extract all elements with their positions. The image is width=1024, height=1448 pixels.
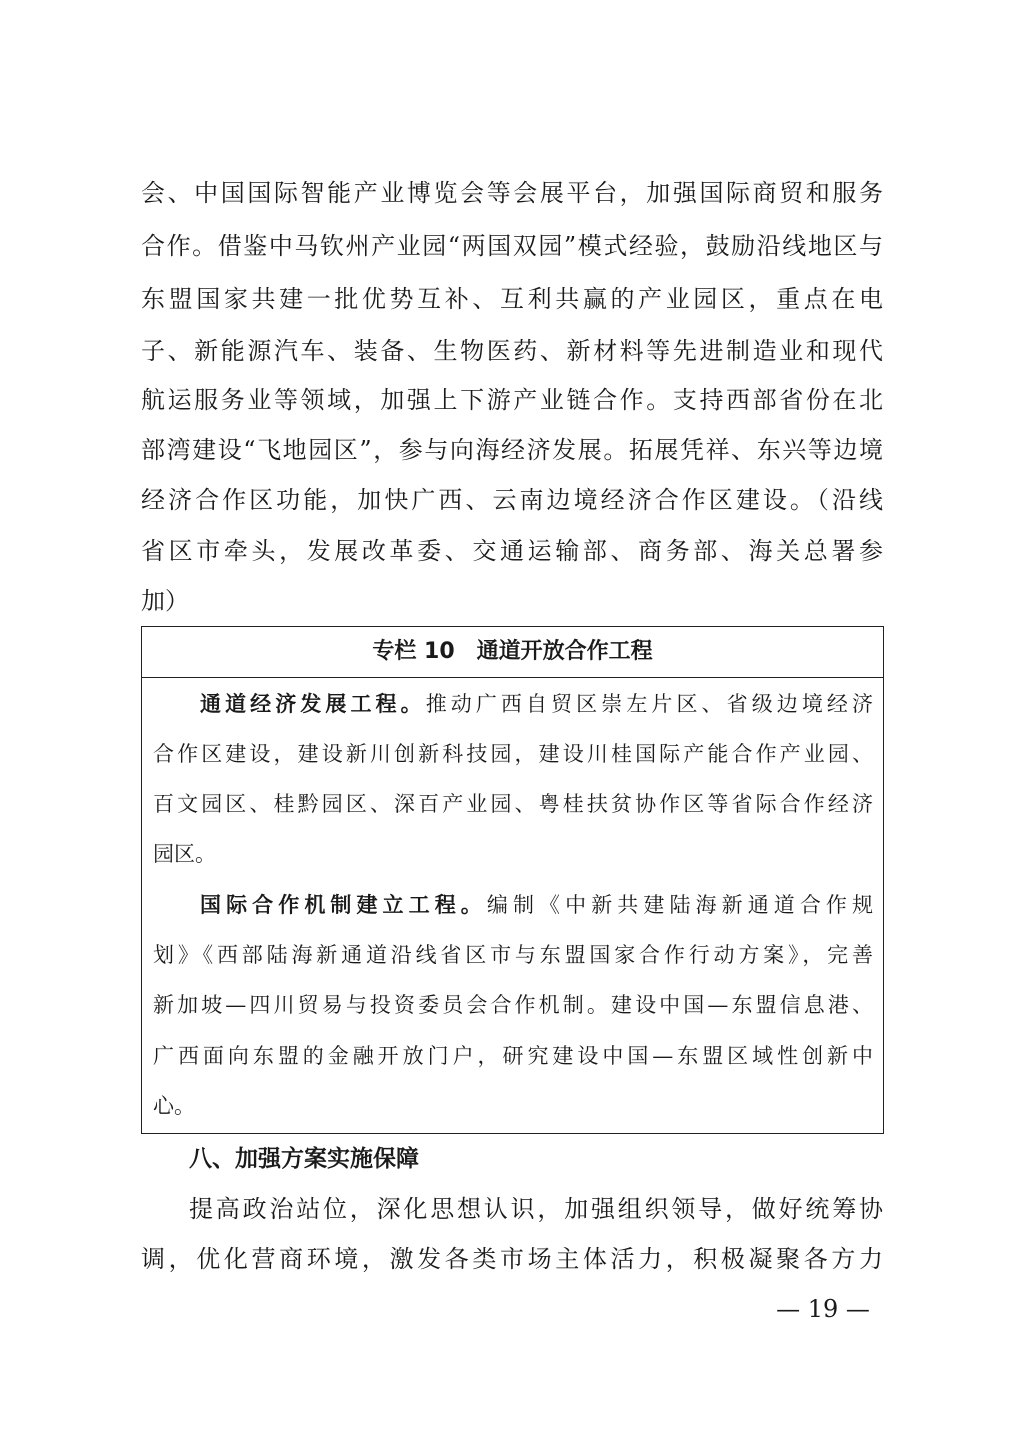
box-text-line: [200, 689, 873, 719]
body-text-line: 加）: [141, 587, 189, 615]
box-text-line: 百文园区、桂黔园区、深百产业园、粤桂扶贫协作区等省际合作经济: [153, 792, 873, 816]
body-text-line: 航运服务业等领域，加强上下游产业链合作。支持西部省份在北: [141, 386, 883, 414]
section-heading: 八、加强方案实施保障: [189, 1146, 419, 1172]
body-text-line: 合作。借鉴中马钦州产业园“两国双园”模式经验，鼓励沿线地区与: [141, 232, 883, 260]
box-text-line: 心。: [153, 1094, 195, 1118]
body-text-line: 经济合作区功能，加快广西、云南边境经济合作区建设。（沿线: [141, 486, 883, 514]
box-text: 编制《中新共建陆海新通道合作规: [486, 893, 874, 917]
body-text-line: 子、新能源汽车、装备、生物医药、新材料等先进制造业和现代: [141, 337, 883, 365]
box-text-line: 合作区建设，建设新川创新科技园，建设川桂国际产能合作产业园、: [153, 742, 873, 766]
box-text-line: 划》《西部陆海新通道沿线省区市与东盟国家合作行动方案》，完善: [153, 943, 873, 967]
box-text-line: 新加坡—四川贸易与投资委员会合作机制。建设中国—东盟信息港、: [153, 993, 873, 1017]
body-text-line: 调，优化营商环境，激发各类市场主体活力，积极凝聚各方力: [141, 1245, 883, 1273]
body-text-line: 省区市牵头，发展改革委、交通运输部、商务部、海关总署参: [141, 537, 883, 565]
section-heading-cooperation: 国际合作机制建立工程。: [200, 893, 487, 917]
body-text-line: 部湾建设“飞地园区”，参与向海经济发展。拓展凭祥、东兴等边境: [141, 436, 883, 464]
box-text-line: 广西面向东盟的金融开放门户，研究建设中国—东盟区域性创新中: [153, 1044, 873, 1068]
column-box: [141, 626, 884, 1134]
body-text-line: 会、中国国际智能产业博览会等会展平台，加强国际商贸和服务: [141, 179, 883, 207]
page-number: — 19 —: [776, 1295, 870, 1323]
box-text-line: [200, 890, 873, 920]
body-text-line: 提高政治站位，深化思想认识，加强组织领导，做好统筹协: [189, 1195, 883, 1223]
body-text-line: 东盟国家共建一批优势互补、互利共赢的产业园区，重点在电: [141, 285, 883, 313]
box-text: 推动广西自贸区崇左片区、省级边境经济: [425, 692, 874, 716]
box-text-line: 园区。: [153, 842, 216, 866]
section-heading-economy: 通道经济发展工程。: [200, 692, 426, 716]
column-box-title: 专栏 10 通道开放合作工程: [142, 627, 883, 678]
